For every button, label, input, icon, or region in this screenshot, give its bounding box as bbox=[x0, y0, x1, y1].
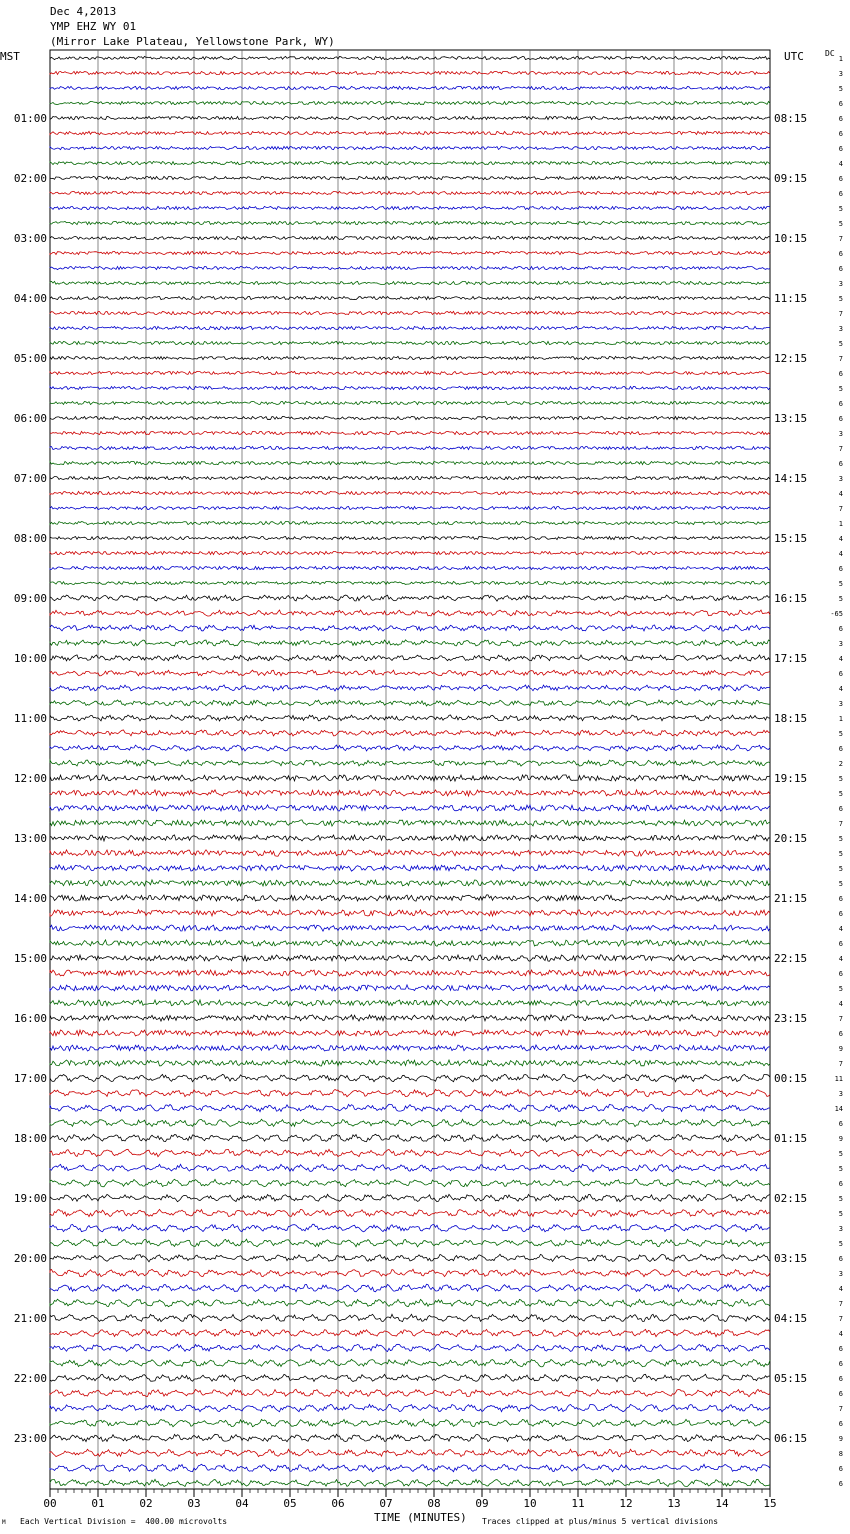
dc-offset-label: 8 bbox=[838, 1450, 843, 1458]
dc-offset-label: 6 bbox=[838, 370, 843, 378]
dc-offset-label: 6 bbox=[838, 1465, 843, 1473]
utc-hour-label: 20:15 bbox=[774, 832, 808, 845]
dc-offset-label: 6 bbox=[838, 895, 843, 903]
seismic-trace bbox=[50, 1449, 770, 1456]
dc-offset-label: 6 bbox=[838, 145, 843, 153]
seismic-trace bbox=[50, 536, 770, 539]
seismic-trace bbox=[50, 715, 770, 721]
x-tick-label: 00 bbox=[43, 1497, 57, 1510]
utc-hour-label: 10:15 bbox=[774, 232, 808, 245]
dc-column-label: DC bbox=[825, 49, 835, 58]
mst-hour-label: 17:00 bbox=[13, 1072, 47, 1085]
seismic-trace bbox=[50, 191, 770, 194]
seismic-trace bbox=[50, 341, 770, 344]
seismic-trace bbox=[50, 1104, 770, 1111]
dc-offset-label: 4 bbox=[838, 1285, 843, 1293]
dc-offset-label: 1 bbox=[838, 715, 843, 723]
dc-offset-label: 3 bbox=[838, 475, 843, 483]
seismic-trace bbox=[50, 101, 770, 104]
dc-offset-label: 7 bbox=[838, 1015, 843, 1023]
seismic-trace bbox=[50, 1389, 770, 1396]
seismic-trace bbox=[50, 985, 770, 991]
scale-note: Each Vertical Division = 400.00 microvolts bbox=[20, 1517, 228, 1526]
dc-offset-label: 5 bbox=[838, 85, 843, 93]
mst-hour-label: 19:00 bbox=[13, 1192, 47, 1205]
seismic-trace bbox=[50, 925, 770, 931]
dc-offset-label: 7 bbox=[838, 1060, 843, 1068]
seismic-trace bbox=[50, 1045, 770, 1051]
seismic-trace bbox=[50, 1374, 770, 1381]
dc-offset-label: 6 bbox=[838, 265, 843, 273]
mst-hour-label: 21:00 bbox=[13, 1312, 47, 1325]
x-tick-label: 11 bbox=[571, 1497, 585, 1510]
seismic-trace bbox=[50, 431, 770, 434]
dc-offset-label: 6 bbox=[838, 115, 843, 123]
dc-offset-label: 1 bbox=[838, 55, 843, 63]
seismic-trace bbox=[50, 476, 770, 479]
dc-offset-label: 5 bbox=[838, 1240, 843, 1248]
dc-offset-label: 5 bbox=[838, 730, 843, 738]
x-tick-label: 06 bbox=[331, 1497, 345, 1510]
utc-hour-label: 08:15 bbox=[774, 112, 808, 125]
seismic-trace bbox=[50, 1464, 770, 1471]
seismic-trace bbox=[50, 1209, 770, 1216]
seismic-trace bbox=[50, 56, 770, 59]
seismic-trace bbox=[50, 491, 770, 494]
left-timezone-label: MST bbox=[0, 50, 20, 63]
mst-hour-label: 01:00 bbox=[13, 112, 47, 125]
seismic-trace bbox=[50, 1164, 770, 1171]
dc-offset-label: 9 bbox=[838, 1435, 843, 1443]
seismic-trace bbox=[50, 850, 770, 856]
x-tick-label: 09 bbox=[475, 1497, 489, 1510]
seismic-trace bbox=[50, 1479, 770, 1486]
seismic-trace bbox=[50, 1000, 770, 1006]
seismic-trace bbox=[50, 1119, 770, 1126]
dc-offset-label: 6 bbox=[838, 1390, 843, 1398]
seismic-trace bbox=[50, 820, 770, 826]
dc-offset-label: 6 bbox=[838, 670, 843, 678]
seismic-trace bbox=[50, 1179, 770, 1186]
utc-hour-label: 01:15 bbox=[774, 1132, 808, 1145]
mst-hour-label: 23:00 bbox=[13, 1432, 47, 1445]
dc-offset-label: 5 bbox=[838, 220, 843, 228]
seismic-trace bbox=[50, 161, 770, 164]
station-code: YMP EHZ WY 01 bbox=[50, 20, 137, 33]
x-tick-label: 13 bbox=[667, 1497, 681, 1510]
seismic-trace bbox=[50, 745, 770, 751]
x-tick-label: 12 bbox=[619, 1497, 633, 1510]
mst-hour-label: 13:00 bbox=[13, 832, 47, 845]
dc-offset-label: 6 bbox=[838, 1030, 843, 1038]
utc-hour-label: 18:15 bbox=[774, 712, 808, 725]
seismic-trace bbox=[50, 1134, 770, 1141]
seismic-trace bbox=[50, 71, 770, 74]
dc-offset-label: 4 bbox=[838, 1330, 843, 1338]
dc-offset-label: 5 bbox=[838, 580, 843, 588]
seismic-trace bbox=[50, 401, 770, 404]
mst-hour-label: 10:00 bbox=[13, 652, 47, 665]
x-tick-label: 04 bbox=[235, 1497, 249, 1510]
seismic-trace bbox=[50, 940, 770, 946]
seismic-trace bbox=[50, 595, 770, 601]
x-tick-label: 05 bbox=[283, 1497, 297, 1510]
x-tick-label: 03 bbox=[187, 1497, 201, 1510]
mst-hour-label: 14:00 bbox=[13, 892, 47, 905]
dc-offset-label: 5 bbox=[838, 385, 843, 393]
dc-offset-label: 5 bbox=[838, 850, 843, 858]
seismic-trace bbox=[50, 1269, 770, 1276]
dc-offset-label: 5 bbox=[838, 295, 843, 303]
dc-offset-label: 5 bbox=[838, 1165, 843, 1173]
dc-offset-label: 7 bbox=[838, 820, 843, 828]
mst-hour-label: 11:00 bbox=[13, 712, 47, 725]
mst-hour-label: 15:00 bbox=[13, 952, 47, 965]
dc-offset-label: 6 bbox=[838, 1480, 843, 1488]
seismic-trace bbox=[50, 1359, 770, 1367]
seismic-trace bbox=[50, 86, 770, 89]
seismic-trace bbox=[50, 131, 770, 134]
dc-offset-label: 11 bbox=[834, 1075, 843, 1083]
x-tick-label: 02 bbox=[139, 1497, 153, 1510]
dc-offset-label: 7 bbox=[838, 445, 843, 453]
mst-hour-label: 16:00 bbox=[13, 1012, 47, 1025]
seismic-trace bbox=[50, 685, 770, 691]
mst-hour-label: 02:00 bbox=[13, 172, 47, 185]
dc-offset-label: 4 bbox=[838, 550, 843, 558]
dc-offset-label: 6 bbox=[838, 1345, 843, 1353]
seismic-trace bbox=[50, 311, 770, 314]
seismic-trace bbox=[50, 1015, 770, 1021]
dc-offset-label: 3 bbox=[838, 430, 843, 438]
dc-offset-label: 3 bbox=[838, 1270, 843, 1278]
seismic-trace bbox=[50, 970, 770, 976]
seismic-trace bbox=[50, 296, 770, 299]
seismic-trace bbox=[50, 1030, 770, 1036]
seismic-trace bbox=[50, 1419, 770, 1426]
seismic-trace bbox=[50, 700, 770, 706]
dc-offset-label: 5 bbox=[838, 1195, 843, 1203]
seismic-trace bbox=[50, 281, 770, 284]
seismic-trace bbox=[50, 610, 770, 616]
dc-offset-label: 7 bbox=[838, 235, 843, 243]
seismic-trace bbox=[50, 760, 770, 766]
plot-frame bbox=[50, 50, 770, 1489]
seismic-trace bbox=[50, 1404, 770, 1411]
dc-offset-label: 3 bbox=[838, 1225, 843, 1233]
x-tick-label: 14 bbox=[715, 1497, 729, 1510]
utc-hour-label: 13:15 bbox=[774, 412, 808, 425]
utc-hour-label: 11:15 bbox=[774, 292, 808, 305]
seismic-trace bbox=[50, 1224, 770, 1232]
utc-hour-label: 19:15 bbox=[774, 772, 808, 785]
mst-hour-label: 22:00 bbox=[13, 1372, 47, 1385]
seismic-trace bbox=[50, 1074, 770, 1081]
dc-offset-label: 9 bbox=[838, 1045, 843, 1053]
dc-offset-label: 6 bbox=[838, 970, 843, 978]
mst-hour-label: 07:00 bbox=[13, 472, 47, 485]
x-axis-title: TIME (MINUTES) bbox=[374, 1511, 467, 1524]
mst-hour-label: 09:00 bbox=[13, 592, 47, 605]
dc-offset-label: 5 bbox=[838, 790, 843, 798]
x-tick-label: 08 bbox=[427, 1497, 441, 1510]
dc-offset-label: 6 bbox=[838, 415, 843, 423]
dc-offset-label: 4 bbox=[838, 925, 843, 933]
mst-hour-label: 04:00 bbox=[13, 292, 47, 305]
seismic-trace bbox=[50, 236, 770, 239]
seismic-trace bbox=[50, 880, 770, 886]
seismic-trace bbox=[50, 446, 770, 449]
seismic-trace bbox=[50, 356, 770, 359]
seismic-trace bbox=[50, 1254, 770, 1262]
seismic-trace bbox=[50, 1089, 770, 1096]
dc-offset-label: 7 bbox=[838, 1315, 843, 1323]
seismic-trace bbox=[50, 805, 770, 811]
seismic-trace bbox=[50, 775, 770, 781]
mst-hour-label: 03:00 bbox=[13, 232, 47, 245]
dc-offset-label: 7 bbox=[838, 1300, 843, 1308]
seismic-trace bbox=[50, 790, 770, 796]
utc-hour-label: 15:15 bbox=[774, 532, 808, 545]
dc-offset-label: 5 bbox=[838, 595, 843, 603]
dc-offset-label: 6 bbox=[838, 100, 843, 108]
utc-hour-label: 03:15 bbox=[774, 1252, 808, 1265]
dc-offset-label: 5 bbox=[838, 340, 843, 348]
dc-offset-label: 3 bbox=[838, 280, 843, 288]
x-tick-label: 07 bbox=[379, 1497, 393, 1510]
dc-offset-label: 5 bbox=[838, 880, 843, 888]
seismic-trace bbox=[50, 146, 770, 149]
dc-offset-label: 6 bbox=[838, 130, 843, 138]
dc-offset-label: 4 bbox=[838, 685, 843, 693]
mst-hour-label: 20:00 bbox=[13, 1252, 47, 1265]
utc-hour-label: 04:15 bbox=[774, 1312, 808, 1325]
seismic-trace bbox=[50, 551, 770, 554]
mst-hour-label: 05:00 bbox=[13, 352, 47, 365]
utc-hour-label: 14:15 bbox=[774, 472, 808, 485]
dc-offset-label: 6 bbox=[838, 175, 843, 183]
mst-hour-label: 12:00 bbox=[13, 772, 47, 785]
dc-offset-label: 4 bbox=[838, 160, 843, 168]
utc-hour-label: 06:15 bbox=[774, 1432, 808, 1445]
mst-hour-label: 18:00 bbox=[13, 1132, 47, 1145]
seismic-trace bbox=[50, 1194, 770, 1201]
seismic-trace bbox=[50, 835, 770, 841]
dc-offset-label: 6 bbox=[838, 805, 843, 813]
utc-hour-label: 09:15 bbox=[774, 172, 808, 185]
dc-offset-label: 5 bbox=[838, 205, 843, 213]
dc-offset-label: 6 bbox=[838, 745, 843, 753]
dc-offset-label: 3 bbox=[838, 70, 843, 78]
x-tick-label: 10 bbox=[523, 1497, 537, 1510]
dc-offset-label: 3 bbox=[838, 640, 843, 648]
dc-offset-label: 6 bbox=[838, 910, 843, 918]
dc-offset-label: 6 bbox=[838, 940, 843, 948]
dc-offset-label: 6 bbox=[838, 1120, 843, 1128]
dc-offset-label: 5 bbox=[838, 835, 843, 843]
utc-hour-label: 02:15 bbox=[774, 1192, 808, 1205]
seismic-trace bbox=[50, 116, 770, 119]
clip-note: Traces clipped at plus/minus 5 vertical divisions bbox=[482, 1517, 719, 1526]
seismic-trace bbox=[50, 865, 770, 871]
dc-offset-label: 4 bbox=[838, 955, 843, 963]
seismic-trace bbox=[50, 251, 770, 254]
record-date: Dec 4,2013 bbox=[50, 5, 117, 18]
seismic-trace bbox=[50, 176, 770, 179]
dc-offset-label: 4 bbox=[838, 1000, 843, 1008]
utc-hour-label: 12:15 bbox=[774, 352, 808, 365]
dc-offset-label: 14 bbox=[834, 1105, 843, 1113]
seismic-trace bbox=[50, 581, 770, 584]
station-location: (Mirror Lake Plateau, Yellowstone Park, WY) bbox=[50, 35, 335, 48]
dc-offset-label: 6 bbox=[838, 1255, 843, 1263]
seismic-trace bbox=[50, 670, 770, 676]
dc-offset-label: -65 bbox=[830, 610, 843, 618]
seismic-trace bbox=[50, 506, 770, 509]
dc-offset-label: 6 bbox=[838, 1375, 843, 1383]
utc-hour-label: 22:15 bbox=[774, 952, 808, 965]
seismic-trace bbox=[50, 1284, 770, 1292]
dc-offset-label: 3 bbox=[838, 325, 843, 333]
seismic-trace bbox=[50, 1060, 770, 1066]
seismic-trace bbox=[50, 895, 770, 901]
seismic-trace bbox=[50, 1314, 770, 1321]
dc-offset-label: 7 bbox=[838, 355, 843, 363]
dc-offset-label: 4 bbox=[838, 535, 843, 543]
dc-offset-label: 6 bbox=[838, 460, 843, 468]
dc-offset-label: 7 bbox=[838, 310, 843, 318]
dc-offset-label: 5 bbox=[838, 1210, 843, 1218]
seismic-trace bbox=[50, 221, 770, 224]
dc-offset-label: 6 bbox=[838, 1180, 843, 1188]
dc-offset-label: 1 bbox=[838, 520, 843, 528]
seismic-trace bbox=[50, 416, 770, 419]
utc-hour-label: 21:15 bbox=[774, 892, 808, 905]
seismic-trace bbox=[50, 386, 770, 389]
mst-hour-label: 08:00 bbox=[13, 532, 47, 545]
seismic-trace bbox=[50, 521, 770, 524]
dc-offset-label: 6 bbox=[838, 1420, 843, 1428]
seismic-trace bbox=[50, 730, 770, 736]
x-tick-label: 15 bbox=[763, 1497, 777, 1510]
seismic-trace bbox=[50, 1434, 770, 1441]
dc-offset-label: 2 bbox=[838, 760, 843, 768]
dc-offset-label: 7 bbox=[838, 1405, 843, 1413]
utc-hour-label: 00:15 bbox=[774, 1072, 808, 1085]
seismic-trace bbox=[50, 566, 770, 569]
dc-offset-label: 7 bbox=[838, 505, 843, 513]
seismic-trace bbox=[50, 955, 770, 961]
seismic-trace bbox=[50, 640, 770, 646]
seismic-trace bbox=[50, 625, 770, 631]
dc-offset-label: 6 bbox=[838, 625, 843, 633]
utc-hour-label: 23:15 bbox=[774, 1012, 808, 1025]
seismic-trace bbox=[50, 1344, 770, 1351]
seismic-trace bbox=[50, 206, 770, 209]
seismic-trace bbox=[50, 371, 770, 374]
dc-offset-label: 6 bbox=[838, 565, 843, 573]
right-timezone-label: UTC bbox=[784, 50, 804, 63]
dc-offset-label: 5 bbox=[838, 775, 843, 783]
dc-offset-label: 5 bbox=[838, 985, 843, 993]
dc-offset-label: 4 bbox=[838, 655, 843, 663]
dc-offset-label: 6 bbox=[838, 1360, 843, 1368]
seismic-trace bbox=[50, 1149, 770, 1156]
seismic-trace bbox=[50, 461, 770, 464]
corner-mark: M bbox=[2, 1519, 6, 1526]
dc-offset-label: 5 bbox=[838, 1150, 843, 1158]
utc-hour-label: 17:15 bbox=[774, 652, 808, 665]
seismic-trace bbox=[50, 1299, 770, 1307]
dc-offset-label: 6 bbox=[838, 400, 843, 408]
dc-offset-label: 4 bbox=[838, 490, 843, 498]
dc-offset-label: 3 bbox=[838, 700, 843, 708]
utc-hour-label: 05:15 bbox=[774, 1372, 808, 1385]
x-tick-label: 01 bbox=[91, 1497, 105, 1510]
dc-offset-label: 3 bbox=[838, 1090, 843, 1098]
dc-offset-label: 6 bbox=[838, 190, 843, 198]
seismic-trace bbox=[50, 326, 770, 329]
dc-offset-label: 9 bbox=[838, 1135, 843, 1143]
seismic-trace bbox=[50, 1239, 770, 1247]
dc-offset-label: 5 bbox=[838, 865, 843, 873]
seismic-trace bbox=[50, 655, 770, 661]
seismic-trace bbox=[50, 1329, 770, 1336]
dc-offset-label: 6 bbox=[838, 250, 843, 258]
mst-hour-label: 06:00 bbox=[13, 412, 47, 425]
seismic-trace bbox=[50, 266, 770, 269]
seismic-trace bbox=[50, 910, 770, 916]
utc-hour-label: 16:15 bbox=[774, 592, 808, 605]
